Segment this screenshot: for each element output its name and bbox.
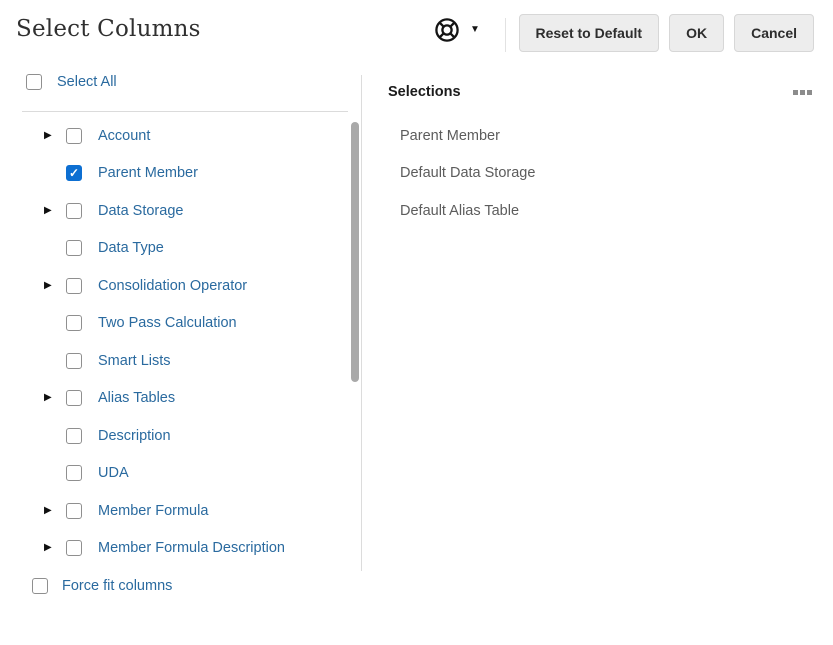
- expand-caret-icon[interactable]: ▶: [44, 392, 52, 404]
- selection-item: Default Alias Table: [400, 202, 520, 219]
- ok-button[interactable]: OK: [669, 14, 724, 52]
- expand-caret-icon[interactable]: ▶: [44, 129, 52, 141]
- column-label[interactable]: Parent Member: [98, 165, 198, 182]
- column-checkbox[interactable]: ✓: [66, 165, 82, 181]
- tree-row: [0, 455, 348, 493]
- ellipsis-dot: [800, 90, 805, 95]
- selection-item: Default Data Storage: [400, 165, 536, 182]
- tree-row: [0, 342, 348, 380]
- column-label[interactable]: UDA: [98, 465, 129, 482]
- select-all-checkbox[interactable]: [26, 74, 42, 90]
- selections-header: [388, 78, 814, 106]
- tree-row: [0, 267, 348, 305]
- select-all-row: [26, 74, 117, 90]
- column-label[interactable]: Consolidation Operator: [98, 277, 248, 294]
- expand-caret-icon[interactable]: ▶: [44, 542, 52, 554]
- column-label[interactable]: Data Storage: [98, 202, 184, 219]
- tree-row: [0, 155, 348, 193]
- column-checkbox[interactable]: [66, 278, 82, 294]
- cancel-button[interactable]: Cancel: [734, 14, 814, 52]
- column-tree: [0, 117, 348, 567]
- column-checkbox[interactable]: [66, 428, 82, 444]
- tree-row: [0, 117, 348, 155]
- ellipsis-dot: [793, 90, 798, 95]
- force-fit-row: [32, 578, 172, 594]
- page-title: Select Columns: [16, 16, 201, 42]
- column-checkbox[interactable]: [66, 203, 82, 219]
- selections-title: Selections: [388, 84, 461, 100]
- chevron-down-icon[interactable]: ▼: [470, 24, 480, 35]
- reset-to-default-button[interactable]: Reset to Default: [519, 14, 660, 52]
- expand-caret-icon[interactable]: ▶: [44, 279, 52, 291]
- column-checkbox[interactable]: [66, 503, 82, 519]
- tree-row: [0, 380, 348, 418]
- select-all-label[interactable]: Select All: [57, 74, 117, 90]
- column-checkbox[interactable]: [66, 353, 82, 369]
- column-label[interactable]: Smart Lists: [98, 352, 171, 369]
- column-label[interactable]: Member Formula Description: [98, 540, 285, 557]
- tree-row: [0, 230, 348, 268]
- column-checkbox[interactable]: [66, 465, 82, 481]
- panel-divider: [361, 75, 362, 571]
- column-checkbox[interactable]: [66, 240, 82, 256]
- select-all-separator: [22, 111, 348, 112]
- force-fit-label[interactable]: Force fit columns: [62, 578, 173, 594]
- ellipsis-dot: [807, 90, 812, 95]
- column-checkbox[interactable]: [66, 540, 82, 556]
- column-label[interactable]: Two Pass Calculation: [98, 315, 237, 332]
- life-ring-wheel-icon[interactable]: [433, 16, 461, 44]
- tree-row: [0, 192, 348, 230]
- selection-item: Parent Member: [400, 127, 500, 144]
- expand-caret-icon[interactable]: ▶: [44, 504, 52, 516]
- column-label[interactable]: Data Type: [98, 240, 164, 257]
- tree-row: [0, 492, 348, 530]
- selections-panel: [388, 78, 814, 230]
- tree-row: [0, 530, 348, 568]
- expand-caret-icon[interactable]: ▶: [44, 204, 52, 216]
- column-checkbox[interactable]: [66, 390, 82, 406]
- column-label[interactable]: Member Formula: [98, 502, 209, 519]
- column-label[interactable]: Description: [98, 427, 171, 444]
- dialog-actions: [519, 14, 815, 52]
- tree-row: [0, 305, 348, 343]
- tree-scrollbar-thumb[interactable]: [351, 122, 359, 382]
- force-fit-checkbox[interactable]: [32, 578, 48, 594]
- view-options-dropdown[interactable]: [433, 16, 480, 44]
- column-checkbox[interactable]: [66, 315, 82, 331]
- column-label[interactable]: Alias Tables: [98, 390, 176, 407]
- selections-list: [388, 117, 814, 230]
- ellipsis-menu-icon[interactable]: [791, 86, 814, 99]
- header-divider: [505, 18, 506, 52]
- column-label[interactable]: Account: [98, 127, 151, 144]
- tree-row: [0, 417, 348, 455]
- column-checkbox[interactable]: [66, 128, 82, 144]
